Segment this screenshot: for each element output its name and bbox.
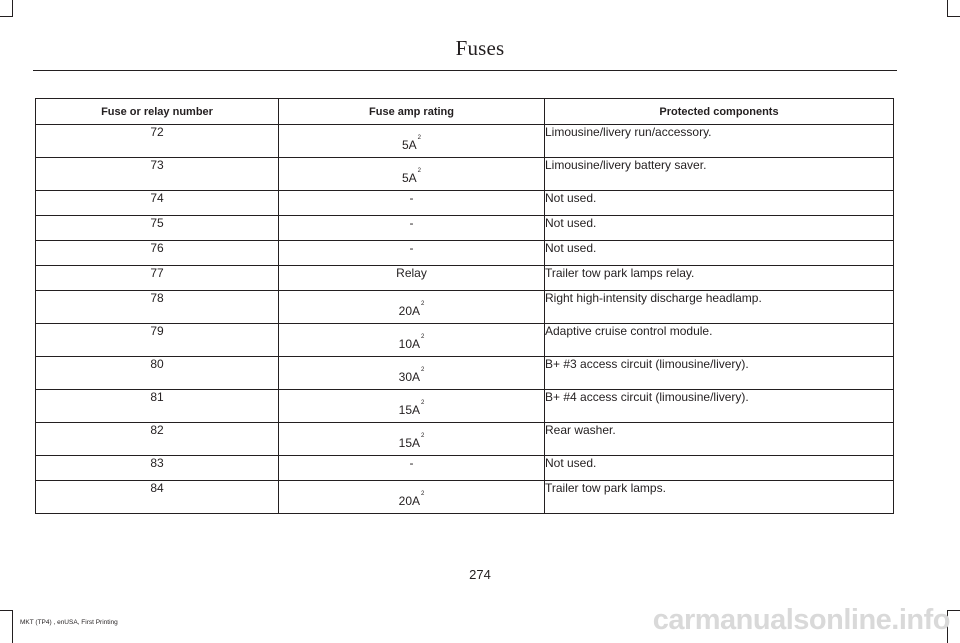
amp-rating-value: 5A (401, 138, 417, 152)
protected-component-cell: B+ #3 access circuit (limousine/livery). (545, 357, 894, 390)
amp-rating-cell (279, 241, 545, 266)
footnote-marker: 2 (421, 491, 425, 497)
protected-component-cell: Not used. (545, 216, 894, 241)
column-header-rating: Fuse amp rating (279, 99, 545, 125)
amp-rating-value: Relay (396, 266, 427, 280)
amp-rating-cell (279, 456, 545, 481)
table-row (36, 266, 894, 291)
footnote-marker: 2 (421, 400, 425, 406)
fuse-number-cell: 78 (36, 291, 279, 324)
fuse-number-cell: 79 (36, 324, 279, 357)
footnote-marker: 2 (421, 367, 425, 373)
crop-mark-top-right (947, 0, 948, 16)
fuse-number-cell: 83 (36, 456, 279, 481)
footnote-marker: 2 (417, 135, 422, 141)
amp-rating-cell (279, 266, 545, 291)
edition-text: MKT (TP4) , enUSA, First Printing (20, 619, 118, 626)
protected-component-cell: Trailer tow park lamps relay. (545, 266, 894, 291)
amp-rating-value: 20A (398, 304, 420, 318)
crop-mark-top-right (947, 16, 960, 17)
amp-rating-value: 10A (398, 337, 420, 351)
footnote-marker: 2 (421, 433, 425, 439)
title-rule (33, 70, 897, 71)
amp-rating-cell (279, 125, 545, 158)
table-row (36, 291, 894, 324)
fuse-number-cell: 76 (36, 241, 279, 266)
amp-rating-cell (279, 423, 545, 456)
amp-rating-value: 30A (398, 370, 420, 384)
page-number: 274 (469, 567, 491, 582)
protected-component-cell: Right high-intensity discharge headlamp. (545, 291, 894, 324)
fuse-table (35, 98, 894, 514)
amp-rating-value: - (409, 456, 414, 470)
table-row (36, 241, 894, 266)
protected-component-cell: Limousine/livery run/accessory. (545, 125, 894, 158)
fuse-number-cell: 80 (36, 357, 279, 390)
table-body (36, 125, 894, 514)
fuse-number-cell: 72 (36, 125, 279, 158)
amp-rating-value: - (409, 191, 414, 205)
crop-mark-top-left (12, 0, 13, 16)
footnote-marker: 2 (421, 301, 425, 307)
crop-mark-bottom-left (12, 610, 13, 643)
fuse-number-cell: 75 (36, 216, 279, 241)
amp-rating-value: 5A (401, 171, 417, 185)
table-header-row (36, 99, 894, 125)
amp-rating-cell (279, 216, 545, 241)
column-header-components: Protected components (545, 99, 894, 125)
crop-mark-top-left (0, 16, 13, 17)
amp-rating-cell (279, 481, 545, 514)
footnote-marker: 2 (421, 334, 425, 340)
table-row (36, 324, 894, 357)
amp-rating-value: - (409, 241, 414, 255)
fuse-number-cell: 81 (36, 390, 279, 423)
protected-component-cell: Limousine/livery battery saver. (545, 158, 894, 191)
table-row (36, 125, 894, 158)
protected-component-cell: Not used. (545, 241, 894, 266)
table-row (36, 357, 894, 390)
table-row (36, 390, 894, 423)
amp-rating-value: 20A (398, 494, 420, 508)
fuse-number-cell: 84 (36, 481, 279, 514)
amp-rating-cell (279, 390, 545, 423)
protected-component-cell: Not used. (545, 456, 894, 481)
fuse-number-cell: 73 (36, 158, 279, 191)
protected-component-cell: Rear washer. (545, 423, 894, 456)
column-header-number: Fuse or relay number (36, 99, 279, 125)
crop-mark-bottom-left (0, 610, 13, 611)
amp-rating-value: 15A (398, 436, 420, 450)
amp-rating-value: - (409, 216, 414, 230)
protected-component-cell: Not used. (545, 191, 894, 216)
protected-component-cell: B+ #4 access circuit (limousine/livery). (545, 390, 894, 423)
page-title: Fuses (455, 36, 505, 60)
protected-component-cell: Adaptive cruise control module. (545, 324, 894, 357)
table-row (36, 216, 894, 241)
amp-rating-value: 15A (398, 403, 420, 417)
watermark: carmanualsonline.info (652, 604, 950, 636)
fuse-number-cell: 77 (36, 266, 279, 291)
table-row (36, 423, 894, 456)
fuse-number-cell: 74 (36, 191, 279, 216)
table-row (36, 481, 894, 514)
amp-rating-cell (279, 191, 545, 216)
table-row (36, 456, 894, 481)
amp-rating-cell (279, 158, 545, 191)
fuse-number-cell: 82 (36, 423, 279, 456)
amp-rating-cell (279, 291, 545, 324)
footnote-marker: 2 (417, 168, 422, 174)
protected-component-cell: Trailer tow park lamps. (545, 481, 894, 514)
table-row (36, 191, 894, 216)
amp-rating-cell (279, 357, 545, 390)
table-row (36, 158, 894, 191)
amp-rating-cell (279, 324, 545, 357)
